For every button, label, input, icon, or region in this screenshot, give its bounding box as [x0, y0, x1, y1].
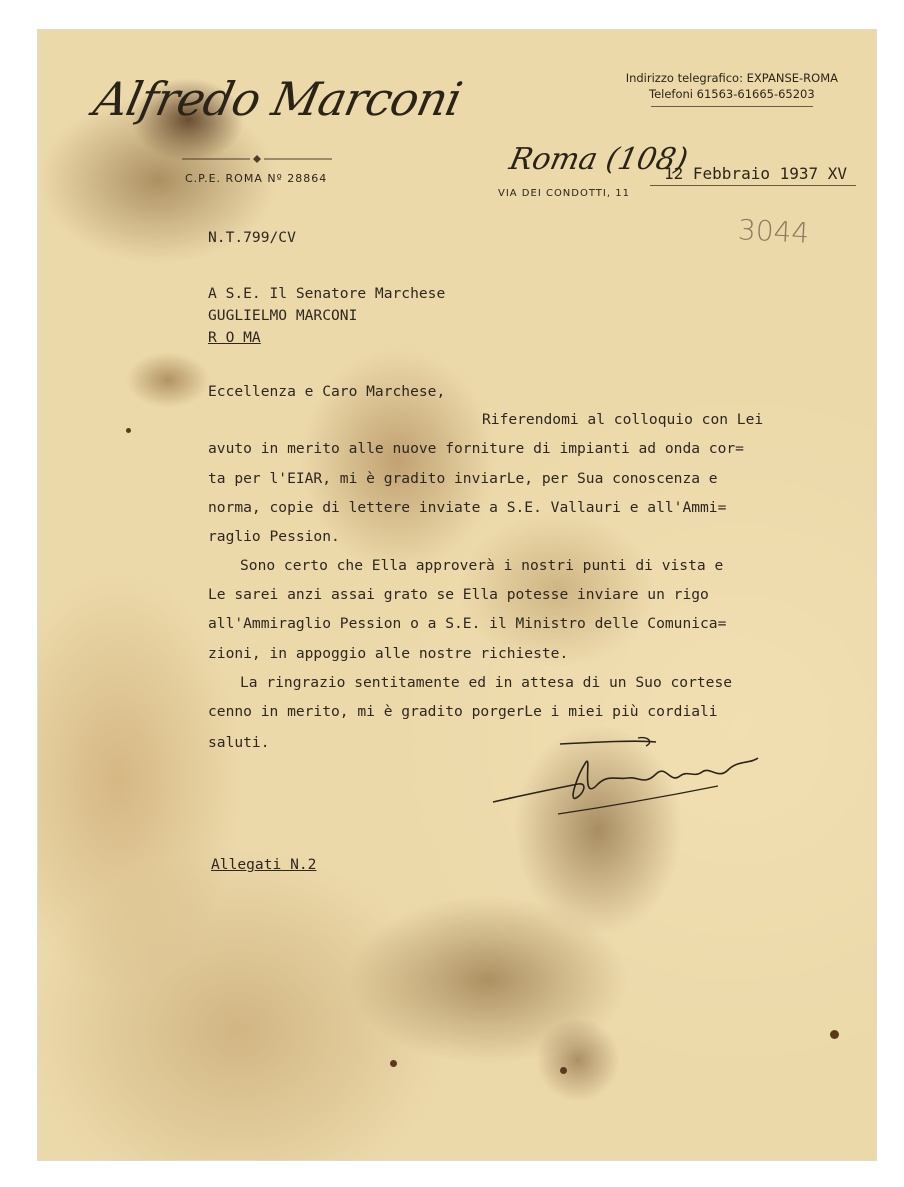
body-line: all'Ammiraglio Pession o a S.E. il Ministro delle Comunica= — [208, 615, 727, 632]
body-line: Le sarei anzi assai grato se Ella potesse inviare un rigo — [208, 586, 709, 603]
body-line: Riferendomi al colloquio con Lei — [482, 411, 764, 428]
stain-spot — [390, 1060, 397, 1067]
body-line: ta per l'EIAR, mi è gradito inviarLe, per Sua conoscenza e — [208, 470, 718, 487]
body-line: avuto in merito alle nuove forniture di impianti ad onda cor= — [208, 440, 744, 457]
telegraph-block — [626, 70, 838, 107]
letterhead-logo: Alfredo Marconi — [89, 72, 466, 126]
recipient-line-3: R O MA — [208, 329, 261, 346]
body-line: La ringrazio sentitamente ed in attesa di un Suo cortese — [240, 674, 733, 691]
body-line: saluti. — [208, 734, 270, 751]
phone-numbers: Telefoni 61563-61665-65203 — [649, 87, 815, 101]
stain-spot — [830, 1030, 839, 1039]
stain-spot — [560, 1067, 567, 1074]
reference-number: N.T.799/CV — [208, 229, 296, 246]
pencil-annotation: 3044 — [737, 213, 811, 250]
city-heading: Roma (108) — [506, 142, 691, 177]
stain-spot — [126, 428, 131, 433]
divider — [651, 106, 813, 107]
recipient-line-2: GUGLIELMO MARCONI — [208, 307, 358, 324]
telegraph-address: Indirizzo telegrafico: EXPANSE-ROMA — [625, 71, 838, 85]
signature-icon — [488, 734, 768, 834]
street-address: VIA DEI CONDOTTI, 11 — [498, 188, 630, 199]
body-line: norma, copie di lettere inviate a S.E. Vallauri e all'Ammi= — [208, 499, 727, 516]
body-line: raglio Pession. — [208, 528, 340, 545]
letter-date: 12 Febbraio 1937 XV — [664, 164, 848, 183]
cpe-number: C.P.E. ROMA Nº 28864 — [185, 172, 328, 185]
recipient-line-1: A S.E. Il Senatore Marchese — [208, 285, 446, 302]
date-underline — [650, 185, 856, 186]
body-line: cenno in merito, mi è gradito porgerLe i miei più cordiali — [208, 703, 718, 720]
ornament-icon — [182, 154, 332, 164]
salutation: Eccellenza e Caro Marchese, — [208, 383, 446, 400]
enclosures: Allegati N.2 — [211, 856, 317, 873]
body-line: Sono certo che Ella approverà i nostri punti di vista e — [240, 557, 724, 574]
body-line: zioni, in appoggio alle nostre richieste. — [208, 645, 569, 662]
